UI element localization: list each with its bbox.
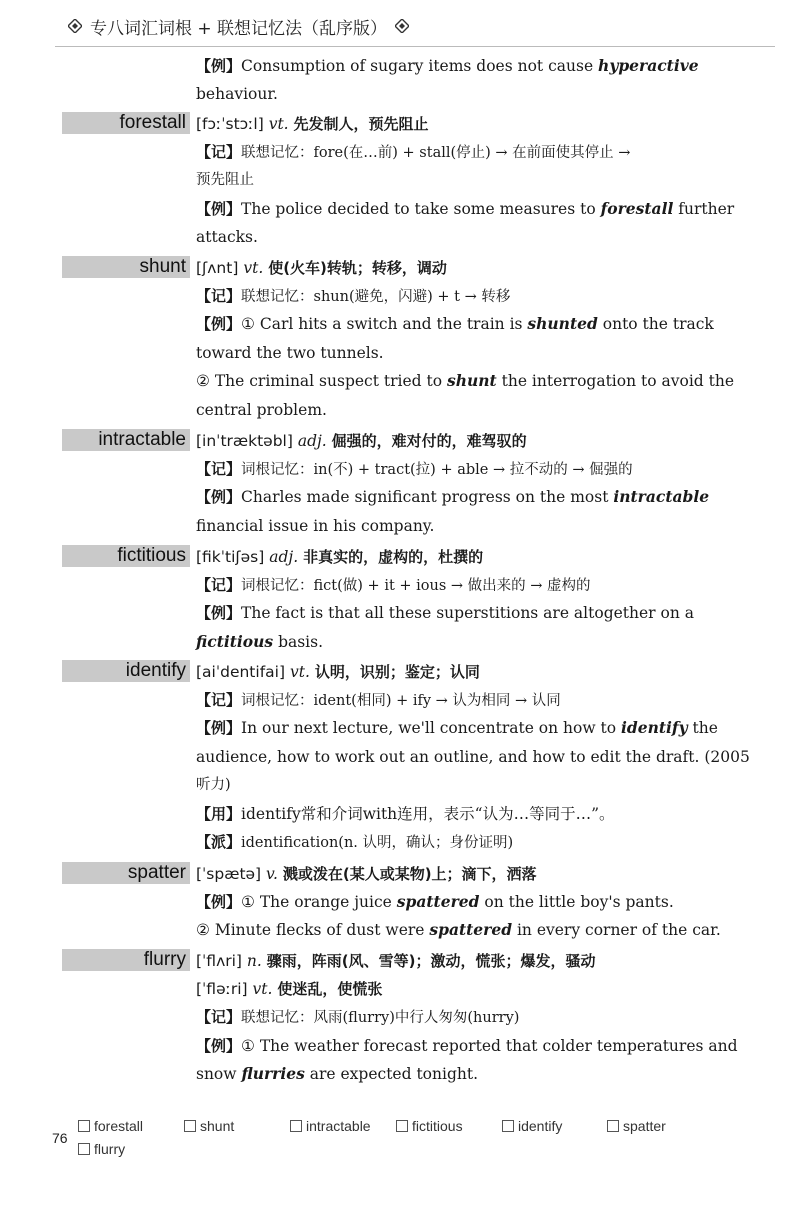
example-text: the interrogation to avoid the <box>496 372 735 390</box>
page-header <box>60 10 770 42</box>
definition-line <box>196 431 706 451</box>
example-line: central problem. <box>196 401 327 419</box>
example-text: ① The orange juice <box>241 893 397 911</box>
example-line: financial issue in his company. <box>196 517 435 535</box>
checklist-item[interactable] <box>184 1118 234 1134</box>
definition-line <box>196 864 706 884</box>
chinese-definition: 先发制人，预先阻止 <box>293 115 429 133</box>
memo-line <box>196 286 706 307</box>
example-text: In our next lecture, we'll concentrate on how to <box>241 719 622 737</box>
example-line: behaviour. <box>196 85 278 103</box>
headword-identify: identify <box>62 660 190 682</box>
highlighted-word: spattered <box>429 920 513 939</box>
highlighted-word: identify <box>621 718 688 737</box>
example-tag: 【例】 <box>196 893 242 911</box>
example-text: ① The weather forecast reported that colder temperatures and <box>241 1037 738 1055</box>
definition-line <box>196 114 706 134</box>
usage-line <box>196 804 706 824</box>
memo-line <box>196 575 706 596</box>
checklist-label: forestall <box>94 1118 144 1134</box>
memo-tag: 【记】 <box>196 287 242 305</box>
checkbox-icon <box>502 1120 514 1132</box>
example-text: Charles made significant progress on the most <box>241 488 614 506</box>
memo-line <box>196 142 706 163</box>
example-line <box>196 56 706 76</box>
checklist-item[interactable] <box>607 1118 666 1134</box>
example-text: snow <box>196 1065 242 1083</box>
headword-flurry: flurry <box>62 949 190 971</box>
chinese-definition: 认明，识别；鉴定；认同 <box>314 663 480 681</box>
diamond-ornament-icon <box>68 19 82 33</box>
derivative-tag: 【派】 <box>196 833 242 851</box>
memo-line <box>196 1007 706 1028</box>
checkbox-icon <box>396 1120 408 1132</box>
derivative-text: identification(n. 认明，确认；身份证明) <box>241 835 514 851</box>
definition-line <box>196 979 706 999</box>
example-line: 听力) <box>196 777 231 793</box>
highlighted-word: intractable <box>613 487 710 506</box>
checkbox-icon <box>290 1120 302 1132</box>
example-text: in every corner of the car. <box>512 921 721 939</box>
example-tag: 【例】 <box>196 315 242 333</box>
example-text: ② Minute flecks of dust were <box>196 921 430 939</box>
example-text: further <box>673 200 735 218</box>
example-tag: 【例】 <box>196 57 242 75</box>
example-line <box>196 632 706 652</box>
definition-line <box>196 258 706 278</box>
example-tag: 【例】 <box>196 719 242 737</box>
chinese-definition: 使迷乱，使慌张 <box>277 980 383 998</box>
definition-line <box>196 547 706 567</box>
checklist-item[interactable] <box>78 1141 125 1157</box>
example-line <box>196 371 735 391</box>
part-of-speech: adj. <box>269 548 299 566</box>
phonetic: [ˈflʌri] <box>196 952 242 970</box>
definition-line <box>196 662 706 682</box>
chinese-definition: 骤雨，阵雨(风、雪等)；激动，慌张；爆发，骚动 <box>266 952 596 970</box>
example-line <box>196 718 718 738</box>
example-line <box>196 603 706 623</box>
checkbox-icon <box>78 1143 90 1155</box>
example-tag: 【例】 <box>196 604 242 622</box>
example-line <box>196 892 706 912</box>
highlighted-word: shunted <box>527 314 598 333</box>
chinese-definition: 非真实的，虚构的，杜撰的 <box>303 548 484 566</box>
highlighted-word: shunt <box>446 371 497 390</box>
example-tag: 【例】 <box>196 488 242 506</box>
usage-text: identify常和介词with连用，表示“认为…等同于…”。 <box>241 805 615 823</box>
example-text: ① Carl hits a switch and the train is <box>241 315 528 333</box>
checklist-label: shunt <box>200 1118 235 1134</box>
phonetic: [ʃʌnt] <box>196 259 239 277</box>
phonetic: [ˈfləːri] <box>196 980 248 998</box>
memo-tag: 【记】 <box>196 1008 242 1026</box>
example-line <box>196 487 710 507</box>
derivative-line <box>196 832 706 853</box>
example-text: The fact is that all these superstitions are altogether on a <box>241 604 694 622</box>
example-text: The police decided to take some measures to <box>241 200 601 218</box>
usage-tag: 【用】 <box>196 805 242 823</box>
example-text: basis. <box>273 633 324 651</box>
highlighted-word: flurries <box>241 1064 305 1083</box>
chinese-definition: 溅或泼在(某人或某物)上；滴下，洒落 <box>282 865 537 883</box>
definition-line <box>196 951 706 971</box>
phonetic: [inˈtræktəbl] <box>196 432 293 450</box>
example-line <box>196 199 735 219</box>
checklist-label: spatter <box>623 1118 666 1134</box>
example-line <box>196 314 714 334</box>
headword-shunt: shunt <box>62 256 190 278</box>
example-line: toward the two tunnels. <box>196 344 384 362</box>
part-of-speech: vt. <box>289 663 310 681</box>
example-line: audience, how to work out an outline, and how to edit the draft. (2005 <box>196 748 750 766</box>
header-title: 专八词汇词根 + 联想记忆法（乱序版） <box>90 18 388 39</box>
diamond-ornament-icon <box>395 19 409 33</box>
memo-line <box>196 690 706 711</box>
memo-text: 词根记忆：ident(相同) + ify → 认为相同 → 认同 <box>241 693 561 709</box>
checklist-label: fictitious <box>412 1118 463 1134</box>
memo-tag: 【记】 <box>196 576 242 594</box>
part-of-speech: vt. <box>243 259 264 277</box>
checklist-label: intractable <box>306 1118 371 1134</box>
memo-text: 词根记忆：in(不) + tract(拉) + able → 拉不动的 → 倔强的 <box>241 462 633 478</box>
headword-intractable: intractable <box>62 429 190 451</box>
part-of-speech: n. <box>246 952 262 970</box>
part-of-speech: v. <box>266 865 278 883</box>
chinese-definition: 使(火车)转轨；转移，调动 <box>268 259 447 277</box>
example-text: are expected tonight. <box>304 1065 479 1083</box>
headword-spatter: spatter <box>62 862 190 884</box>
checklist-item[interactable] <box>502 1118 562 1134</box>
headword-forestall: forestall <box>62 112 190 134</box>
checkbox-icon <box>607 1120 619 1132</box>
checklist-item[interactable] <box>290 1118 371 1134</box>
memo-text: 联想记忆：shun(避免，闪避) + t → 转移 <box>241 289 511 305</box>
phonetic: [fɔːˈstɔːl] <box>196 115 264 133</box>
memo-tag: 【记】 <box>196 691 242 709</box>
checklist-item[interactable] <box>396 1118 463 1134</box>
part-of-speech: adj. <box>297 432 327 450</box>
part-of-speech: vt. <box>268 115 289 133</box>
example-line <box>196 920 721 940</box>
highlighted-word: spattered <box>396 892 480 911</box>
example-text: ② The criminal suspect tried to <box>196 372 447 390</box>
checklist-label: identify <box>518 1118 563 1134</box>
checklist-label: flurry <box>94 1141 126 1157</box>
example-tag: 【例】 <box>196 1037 242 1055</box>
example-line: attacks. <box>196 228 258 246</box>
headword-fictitious: fictitious <box>62 545 190 567</box>
example-tag: 【例】 <box>196 200 242 218</box>
checkbox-icon <box>78 1120 90 1132</box>
memo-tag: 【记】 <box>196 460 242 478</box>
example-text: the <box>687 719 718 737</box>
phonetic: [fikˈtiʃəs] <box>196 548 265 566</box>
phonetic: [aiˈdentifai] <box>196 663 286 681</box>
highlighted-word: fictitious <box>196 632 274 651</box>
example-text: Consumption of sugary items does not cause <box>241 57 599 75</box>
chinese-definition: 倔强的，难对付的，难驾驭的 <box>331 432 527 450</box>
memo-text: 联想记忆：风雨(flurry)中行人匆匆(hurry) <box>241 1010 520 1026</box>
example-text: onto the track <box>597 315 714 333</box>
example-line <box>196 1036 738 1056</box>
page-number: 76 <box>52 1130 68 1146</box>
example-text: on the little boy's pants. <box>479 893 674 911</box>
memo-text: 预先阻止 <box>196 172 254 188</box>
part-of-speech: vt. <box>252 980 273 998</box>
checkbox-icon <box>184 1120 196 1132</box>
example-line <box>196 1064 706 1084</box>
memo-line <box>196 459 706 480</box>
phonetic: [ˈspætə] <box>196 865 262 883</box>
checklist-item[interactable] <box>78 1118 143 1134</box>
memo-text: 词根记忆：fict(做) + it + ious → 做出来的 → 虚构的 <box>241 578 591 594</box>
highlighted-word: forestall <box>600 199 674 218</box>
memo-text: 联想记忆：fore(在…前) + stall(停止) → 在前面使其停止 → <box>241 145 631 161</box>
highlighted-word: hyperactive <box>598 56 699 75</box>
header-divider <box>55 46 775 47</box>
memo-tag: 【记】 <box>196 143 242 161</box>
